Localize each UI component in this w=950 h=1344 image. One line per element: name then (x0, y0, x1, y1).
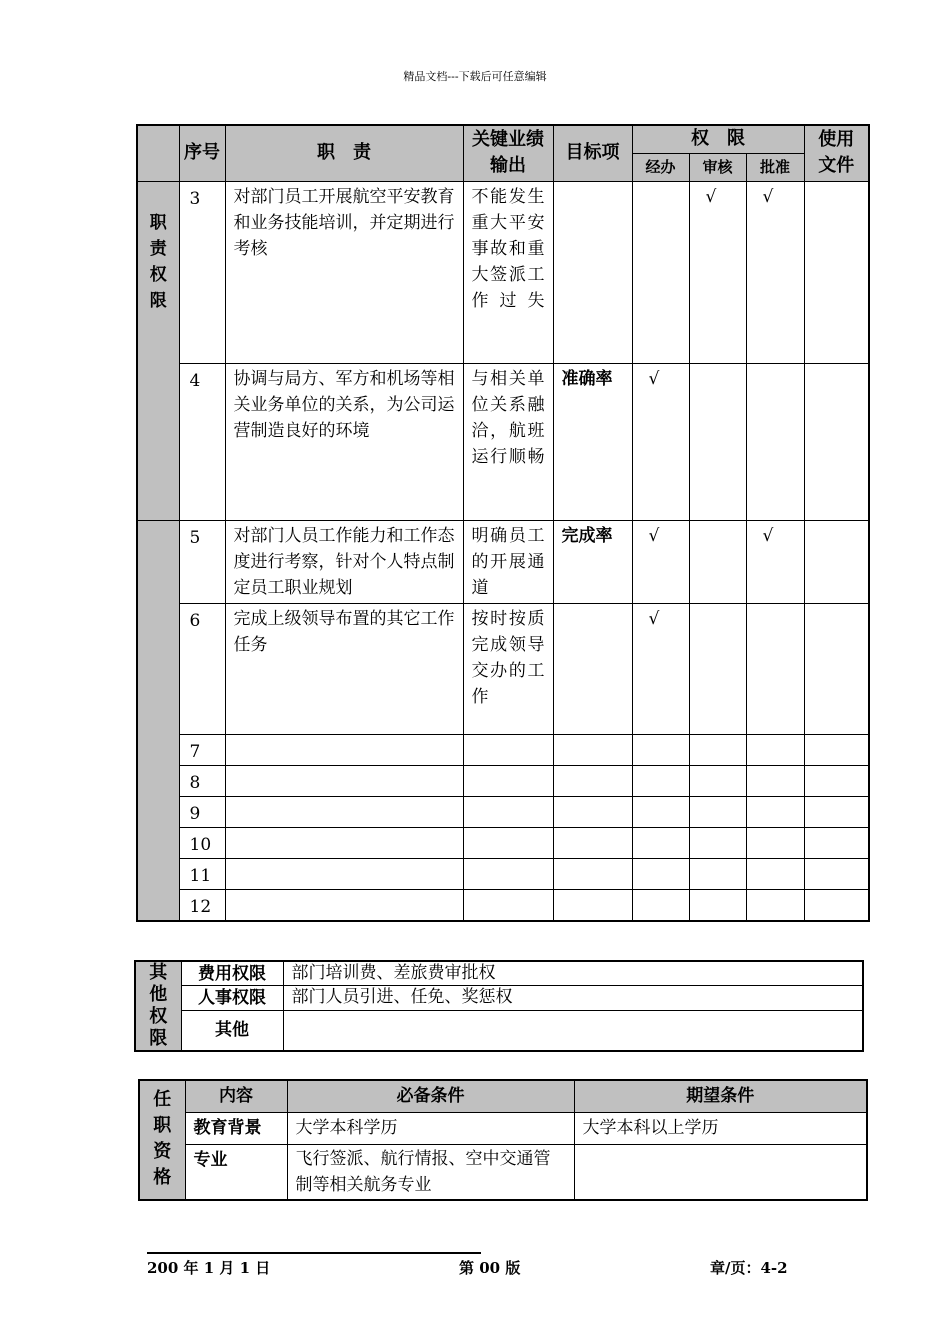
row-duty: 对部门人员工作能力和工作态度进行考察，针对个人特点制定员工职业规划 (225, 520, 463, 603)
row-label: 费用权限 (181, 961, 283, 986)
table-row (137, 734, 869, 765)
check-handle (632, 181, 689, 363)
check-review (689, 363, 746, 520)
row-required: 飞行签派、航行情报、空中交通管制等相关航务专业 (287, 1144, 574, 1200)
row-target: 准确率 (553, 363, 632, 520)
col-authority-header: 权 限 (632, 125, 804, 153)
row-output: 明确员工的开展通道 (463, 520, 553, 603)
table-row (137, 603, 869, 734)
check-approve: √ (746, 181, 804, 363)
header-corner (137, 125, 179, 181)
table-row (137, 181, 869, 363)
col-output-header: 关键业绩输出 (463, 125, 553, 181)
table-row (137, 765, 869, 796)
row-seq: 8 (179, 765, 225, 796)
row-seq: 11 (179, 858, 225, 889)
page-header: 精品文档---下载后可任意编辑 (403, 70, 547, 83)
check-approve: √ (746, 520, 804, 603)
row-output: 不能发生重大平安事故和重大签派工作过失 (463, 181, 553, 363)
row-value: 部门培训费、差旅费审批权 (283, 961, 863, 986)
row-value: 部门人员引进、任免、奖惩权 (283, 986, 863, 1011)
col-docs-header: 使用文件 (804, 125, 869, 181)
row-output: 按时按质完成领导交办的工作 (463, 603, 553, 734)
row-seq: 4 (179, 363, 225, 520)
row-seq: 9 (179, 796, 225, 827)
row-output: 与相关单位关系融洽，航班运行顺畅 (463, 363, 553, 520)
footer-page: 章/页：4-2 (710, 1259, 788, 1277)
row-seq: 6 (179, 603, 225, 734)
row-target (553, 603, 632, 734)
row-seq: 10 (179, 827, 225, 858)
col-duty-header: 职 责 (225, 125, 463, 181)
table-row (137, 363, 869, 520)
row-target (553, 181, 632, 363)
col-required-header: 必备条件 (287, 1080, 574, 1112)
side-label-qualification: 任职资格 (139, 1080, 185, 1200)
row-label: 其他 (181, 1010, 283, 1051)
footer-rule (147, 1252, 481, 1254)
col-review-header: 审核 (689, 153, 746, 181)
check-review: √ (689, 181, 746, 363)
check-handle: √ (632, 520, 689, 603)
row-duty: 对部门员工开展航空平安教育和业务技能培训，并定期进行考核 (225, 181, 463, 363)
row-label: 教育背景 (185, 1112, 287, 1144)
responsibility-table (136, 124, 870, 922)
col-seq-header: 序号 (179, 125, 225, 181)
table-row (137, 520, 869, 603)
row-expected (574, 1144, 867, 1200)
footer-version: 第 00 版 (459, 1259, 521, 1277)
qualification-table (138, 1079, 868, 1201)
col-expected-header: 期望条件 (574, 1080, 867, 1112)
other-authority-table (134, 960, 864, 1052)
row-docs (804, 363, 869, 520)
check-approve (746, 603, 804, 734)
row-docs (804, 520, 869, 603)
row-duty: 完成上级领导布置的其它工作任务 (225, 603, 463, 734)
side-gray-filler (137, 520, 179, 921)
row-required: 大学本科学历 (287, 1112, 574, 1144)
row-value (283, 1010, 863, 1051)
table-row (137, 889, 869, 921)
footer-date: 200 年 1 月 1 日 (147, 1259, 271, 1277)
table-row (137, 796, 869, 827)
check-review (689, 520, 746, 603)
row-docs (804, 603, 869, 734)
check-handle: √ (632, 363, 689, 520)
row-label: 人事权限 (181, 986, 283, 1011)
col-approve-header: 批准 (746, 153, 804, 181)
row-seq: 12 (179, 889, 225, 921)
row-seq: 7 (179, 734, 225, 765)
row-expected: 大学本科以上学历 (574, 1112, 867, 1144)
row-docs (804, 181, 869, 363)
row-seq: 5 (179, 520, 225, 603)
table-row (137, 827, 869, 858)
row-seq: 3 (179, 181, 225, 363)
row-label: 专业 (185, 1144, 287, 1200)
row-target: 完成率 (553, 520, 632, 603)
col-content-header: 内容 (185, 1080, 287, 1112)
col-handle-header: 经办 (632, 153, 689, 181)
side-label-duty: 职责权限 (137, 181, 179, 520)
check-handle: √ (632, 603, 689, 734)
check-approve (746, 363, 804, 520)
side-label-other: 其他权限 (135, 961, 181, 1051)
row-duty: 协调与局方、军方和机场等相关业务单位的关系，为公司运营制造良好的环境 (225, 363, 463, 520)
check-review (689, 603, 746, 734)
table-row (137, 858, 869, 889)
col-target-header: 目标项 (553, 125, 632, 181)
